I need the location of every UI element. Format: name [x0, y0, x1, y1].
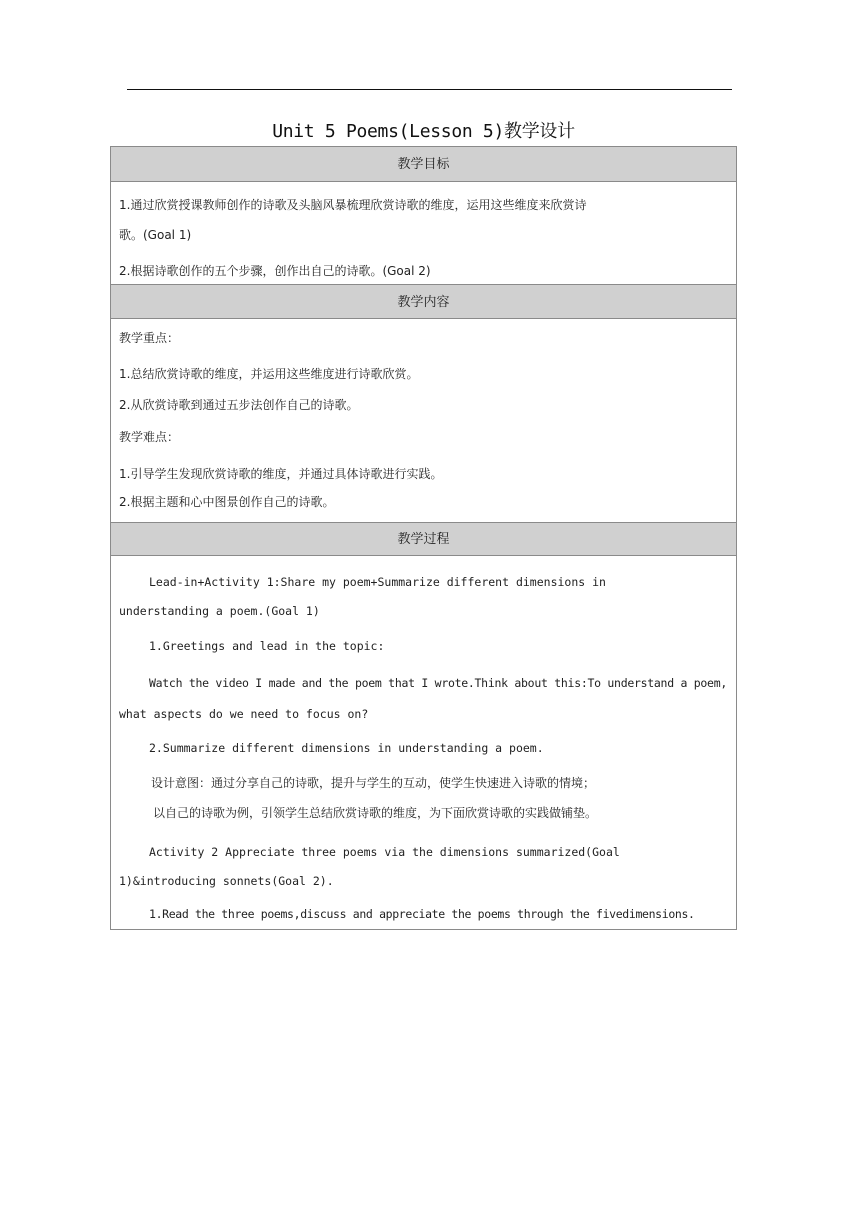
content-line: 1.总结欣赏诗歌的维度，并运用这些维度进行诗歌欣赏。 [119, 367, 419, 381]
process-line: 2.Summarize different dimensions in understanding a poem. [149, 741, 544, 755]
objective-line: 1.通过欣赏授课教师创作的诗歌及头脑风暴梳理欣赏诗歌的维度，运用这些维度来欣赏诗 [119, 198, 587, 212]
process-line: what aspects do we need to focus on? [119, 707, 369, 721]
process-line: 1.Greetings and lead in the topic: [149, 639, 385, 653]
section-heading-process [111, 522, 736, 556]
process-line: 1.Read the three poems,discuss and appreciate the poems through the fivedimensions. [149, 907, 695, 921]
document-title: Unit 5 Poems(Lesson 5)教学设计 [272, 121, 575, 142]
process-line: Lead-in+Activity 1:Share my poem+Summarize different dimensions in [149, 575, 606, 589]
process-heading-text: 教学过程 [397, 532, 450, 547]
section-body-process [111, 556, 736, 929]
difficulty-label: 教学难点： [119, 430, 180, 444]
section-heading-content [111, 284, 736, 319]
objective-line-text: 歌。(Goal 1) [119, 228, 192, 242]
section-heading-objectives [111, 147, 736, 182]
lesson-plan-table [110, 146, 737, 930]
design-intent-line: 设计意图：通过分享自己的诗歌，提升与学生的互动，使学生快速进入诗歌的情境； [151, 776, 596, 790]
header-rule [127, 89, 732, 90]
content-heading-text: 教学内容 [397, 295, 450, 310]
design-intent-line: 以自己的诗歌为例，引领学生总结欣赏诗歌的维度，为下面欣赏诗歌的实践做铺垫。 [153, 806, 598, 820]
process-line: 1)&introducing sonnets(Goal 2). [119, 874, 334, 888]
key-points-label: 教学重点： [119, 331, 180, 345]
content-line: 2.从欣赏诗歌到通过五步法创作自己的诗歌。 [119, 398, 359, 412]
content-line: 2.根据主题和心中图景创作自己的诗歌。 [119, 495, 335, 509]
process-line: understanding a poem.(Goal 1) [119, 604, 320, 618]
objective-line [119, 228, 191, 242]
process-line: Activity 2 Appreciate three poems via the dimensions summarized(Goal [149, 845, 620, 859]
objectives-heading-text: 教学目标 [397, 157, 450, 172]
content-line: 1.引导学生发现欣赏诗歌的维度，并通过具体诗歌进行实践。 [119, 467, 443, 481]
process-line: Watch the video I made and the poem that I wrote.Think about this:To understand a poem, [149, 676, 727, 690]
section-body-content [111, 319, 736, 522]
section-body-objectives [111, 182, 736, 284]
objective-line: 2.根据诗歌创作的五个步骤，创作出自己的诗歌。(Goal 2) [119, 264, 431, 278]
